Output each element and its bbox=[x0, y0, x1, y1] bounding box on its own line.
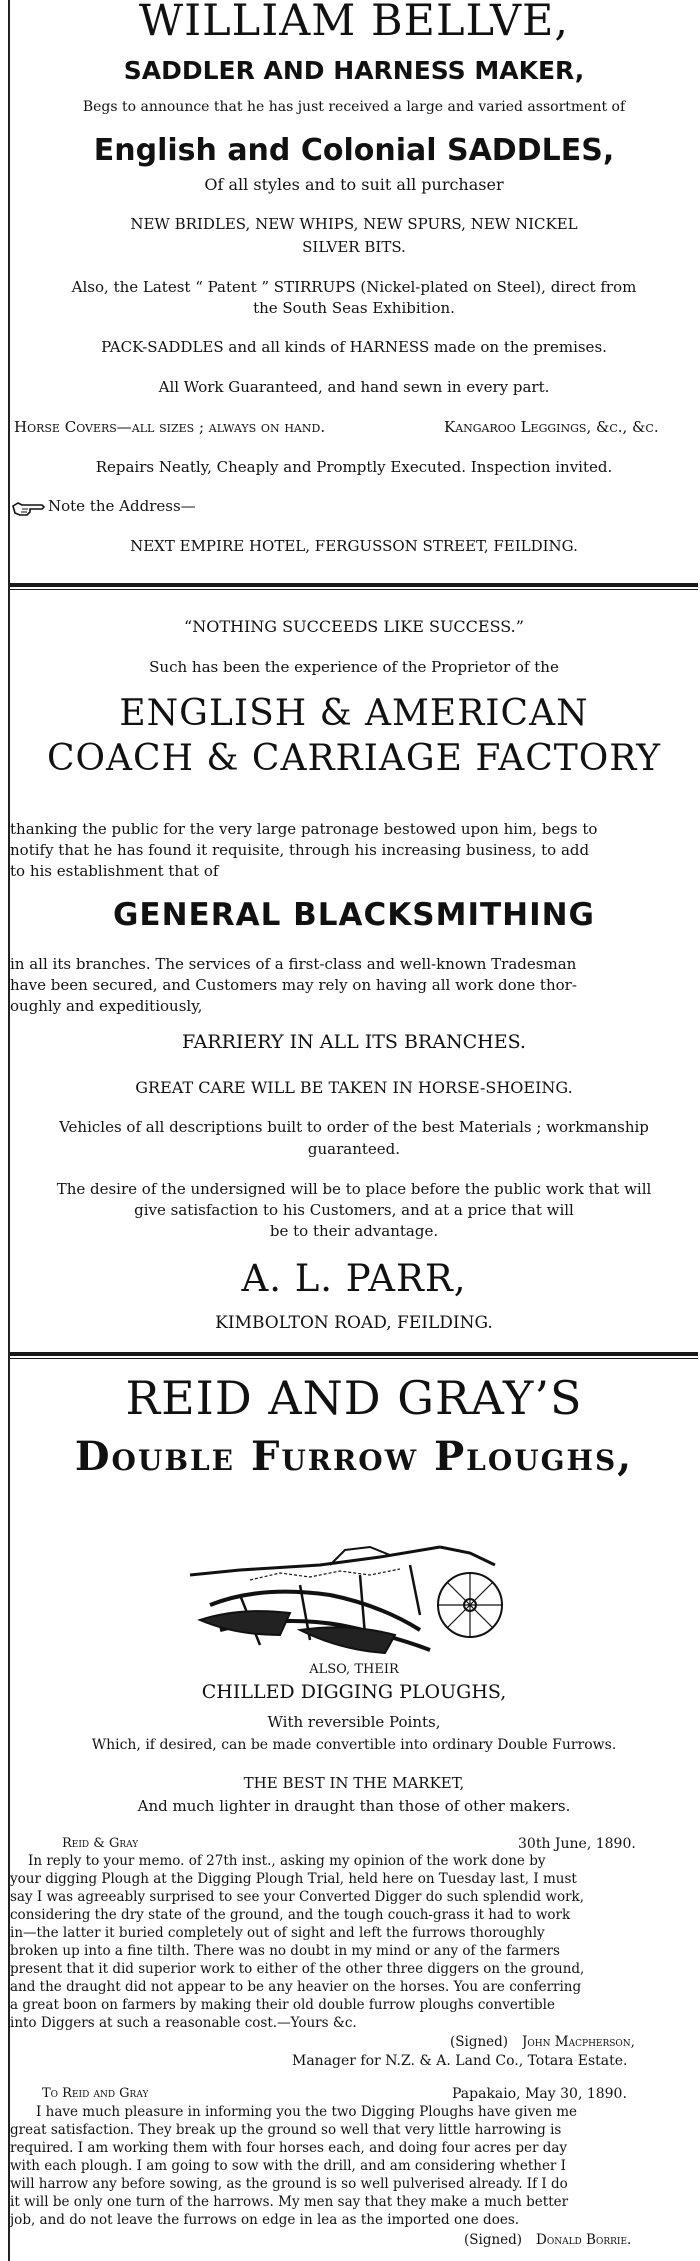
divider-bellve-parr bbox=[10, 583, 698, 587]
reid-digging-ploughs: CHILLED DIGGING PLOUGHS, bbox=[201, 1681, 507, 1703]
bellve-announce: Begs to announce that he has just received a large and varied assortment of bbox=[82, 99, 626, 115]
parr-experience: Such has been the experience of the Proprietor of the bbox=[149, 658, 559, 676]
letter1-position: Manager for N.Z. & A. Land Co., Totara Estate. bbox=[292, 2053, 628, 2069]
pointing-hand-icon bbox=[12, 500, 46, 520]
bellve-guaranteed: All Work Guaranteed, and hand sewn in every part. bbox=[158, 378, 550, 396]
letter1-line: say I was agreeably surprised to see your Converted Digger do such splendid work, bbox=[10, 1889, 584, 1905]
reid-subtitle: Double Furrow Ploughs, bbox=[74, 1433, 634, 1480]
divider-parr-reid-thin bbox=[10, 1358, 698, 1359]
letter1-signer: John Macpherson, bbox=[522, 2034, 635, 2050]
parr-desire-line-3: be to their advantage. bbox=[269, 1222, 439, 1240]
letter1-date: 30th June, 1890. bbox=[518, 1836, 636, 1852]
bellve-saddles: English and Colonial SADDLES, bbox=[93, 133, 615, 168]
parr-vehicles-line-2: guaranteed. bbox=[307, 1140, 401, 1158]
parr-services-line-3: oughly and expeditiously, bbox=[10, 997, 203, 1015]
bellve-trade: SADDLER AND HARNESS MAKER, bbox=[123, 56, 585, 85]
bellve-stirrups-line-1: Also, the Latest “ Patent ” STIRRUPS (Nickel-plated on Steel), direct from bbox=[71, 278, 637, 296]
parr-address: KIMBOLTON ROAD, FEILDING. bbox=[215, 1313, 493, 1333]
letter2-salutation: To Reid and Gray bbox=[42, 2086, 149, 2101]
parr-blacksmithing: GENERAL BLACKSMITHING bbox=[112, 897, 596, 933]
letter1-salutation: Reid & Gray bbox=[62, 1836, 139, 1851]
letter2-date: Papakaio, May 30, 1890. bbox=[452, 2086, 627, 2102]
plough-illustration bbox=[180, 1535, 510, 1660]
letter1-line: a great boon on farmers by making their old double furrow ploughs convertible bbox=[10, 1997, 555, 2013]
letter2-line: will harrow any before sowing, as the ground is so well pulverised already. If I do bbox=[10, 2176, 568, 2192]
letter1-signed-label: (Signed) bbox=[450, 2034, 509, 2050]
bellve-address: NEXT EMPIRE HOTEL, FERGUSSON STREET, FEILDING. bbox=[130, 537, 578, 555]
bellve-styles: Of all styles and to suit all purchaser bbox=[204, 175, 504, 194]
parr-factory-line-2: COACH & CARRIAGE FACTORY bbox=[46, 738, 662, 779]
letter2-line: it will be only one turn of the harrows. My men say that they make a much better bbox=[10, 2194, 569, 2210]
reid-best: THE BEST IN THE MARKET, bbox=[243, 1774, 465, 1792]
letter2-line: job, and do not leave the furrows on edge in lea as the imported one does. bbox=[10, 2212, 520, 2228]
letter1-line: in—the latter it buried completely out of sight and left the furrows thoroughly bbox=[10, 1925, 545, 1941]
letter1-line: and the draught did not appear to be any heavier on the horses. You are conferring bbox=[10, 1979, 582, 1995]
parr-horse-shoeing: GREAT CARE WILL BE TAKEN IN HORSE-SHOEING. bbox=[135, 1078, 573, 1097]
letter2-signer: Donald Borrie. bbox=[536, 2232, 632, 2248]
bellve-note-label: Note the Address— bbox=[48, 497, 196, 515]
reid-points: With reversible Points, bbox=[267, 1713, 441, 1731]
parr-intro-line-2: thanking the public for the very large patronage bestowed upon him, begs to bbox=[10, 820, 598, 838]
parr-desire-line-1: The desire of the undersigned will be to place before the public work that will bbox=[56, 1180, 652, 1198]
bellve-horse-covers: Horse Covers—all sizes ; always on hand. bbox=[14, 418, 326, 436]
reid-lighter: And much lighter in draught than those of other makers. bbox=[137, 1797, 571, 1815]
parr-factory-line-1: ENGLISH & AMERICAN bbox=[119, 693, 589, 734]
bellve-bridles-line-1: NEW BRIDLES, NEW WHIPS, NEW SPURS, NEW NICKEL bbox=[130, 215, 578, 233]
parr-slogan: “NOTHING SUCCEEDS LIKE SUCCESS.” bbox=[184, 617, 524, 636]
parr-desire-line-2: give satisfaction to his Customers, and at a price that will bbox=[134, 1201, 574, 1219]
letter1-line: In reply to your memo. of 27th inst., asking my opinion of the work done by bbox=[28, 1853, 546, 1869]
bellve-kangaroo-leggings: Kangaroo Leggings, &c., &c. bbox=[444, 418, 659, 436]
parr-services-line-2: have been secured, and Customers may rely on having all work done thor- bbox=[10, 976, 577, 994]
reid-also: ALSO, THEIR bbox=[309, 1662, 399, 1677]
letter2-line: I have much pleasure in informing you the two Digging Ploughs have given me bbox=[36, 2104, 578, 2120]
letter2-line: great satisfaction. They break up the ground so well that very little harrowing is bbox=[10, 2122, 562, 2138]
parr-services-line-1: in all its branches. The services of a first-class and well-known Tradesman bbox=[10, 955, 577, 973]
letter2-line: with each plough. I am going to sow with the drill, and am considering whether I bbox=[10, 2158, 567, 2174]
reid-convertible: Which, if desired, can be made convertible into ordinary Double Furrows. bbox=[91, 1737, 617, 1753]
bellve-pack-saddles: PACK-SADDLES and all kinds of HARNESS made on the premises. bbox=[101, 338, 607, 356]
divider-parr-reid bbox=[10, 1352, 698, 1356]
letter2-signed-label: (Signed) bbox=[464, 2232, 523, 2248]
letter2-line: required. I am working them with four horses each, and doing four acres per day bbox=[10, 2140, 568, 2156]
parr-name: A. L. PARR, bbox=[241, 1257, 467, 1300]
parr-farriery: FARRIERY IN ALL ITS BRANCHES. bbox=[182, 1031, 526, 1053]
letter1-line: considering the dry state of the ground, and the tough couch-grass it had to work bbox=[10, 1907, 571, 1923]
parr-vehicles-line-1: Vehicles of all descriptions built to order of the best Materials ; workmanship bbox=[59, 1118, 649, 1136]
bellve-repairs: Repairs Neatly, Cheaply and Promptly Executed. Inspection invited. bbox=[95, 458, 613, 476]
bellve-bridles-line-2: SILVER BITS. bbox=[302, 238, 406, 256]
bellve-stirrups-line-2: the South Seas Exhibition. bbox=[253, 299, 455, 317]
letter1-line: into Diggers at such a reasonable cost.—Yours &c. bbox=[10, 2015, 357, 2031]
parr-intro-line-4: to his establishment that of bbox=[10, 862, 219, 880]
letter1-line: present that it did superior work to either of the other three diggers on the ground, bbox=[10, 1961, 585, 1977]
letter1-line: your digging Plough at the Digging Plough Trial, held here on Tuesday last, I must bbox=[10, 1871, 577, 1887]
reid-title: REID AND GRAY’S bbox=[125, 1371, 583, 1425]
divider-bellve-parr-thin bbox=[10, 589, 698, 590]
letter1-line: broken up into a fine tilth. There was no doubt in my mind or any of the farmers bbox=[10, 1943, 560, 1959]
bellve-name: WILLIAM BELLVE, bbox=[138, 0, 570, 46]
parr-intro-line-3: notify that he has found it requisite, through his increasing business, to add bbox=[10, 841, 590, 859]
